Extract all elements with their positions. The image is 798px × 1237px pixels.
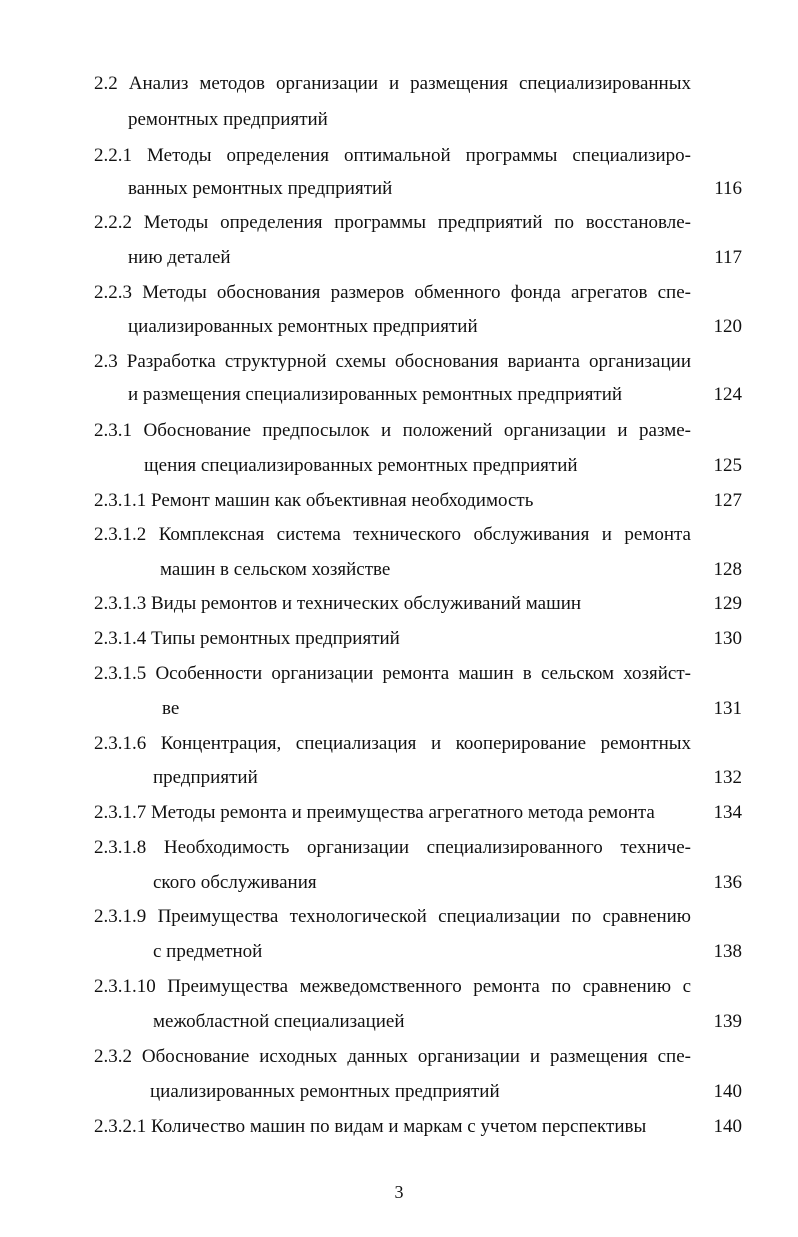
toc-entry-2-2-3-line2: циализированных ремонтных предприятий — [128, 316, 478, 337]
toc-entry-2-3-2-page: 140 — [713, 1081, 742, 1102]
toc-entry-2-3-1-3-line1: 2.3.1.3 Виды ремонтов и технических обслуживаний машин — [94, 593, 582, 614]
toc-entry-2-2-1-line2: ванных ремонтных предприятий — [128, 178, 393, 199]
toc-entry-2-2-line1: 2.2 Анализ методов организации и размещения специализированных — [94, 73, 691, 94]
toc-entry-2-2-2-line2: нию деталей — [128, 247, 231, 268]
toc-entry-2-3-1-page: 125 — [713, 455, 742, 476]
toc-entry-2-3-1-8-page: 136 — [713, 872, 742, 893]
toc-entry-2-3-1-5-line2: ве — [162, 698, 180, 719]
toc-entry-2-3-1-3-page: 129 — [713, 593, 742, 614]
toc-entry-2-2-2-line1: 2.2.2 Методы определения программы предприятий по восстановле- — [94, 212, 691, 233]
toc-entry-2-3-1-10-line1: 2.3.1.10 Преимущества межведомственного ремонта по сравнению с — [94, 976, 691, 997]
toc-entry-2-3-1-line2: щения специализированных ремонтных предприятий — [144, 455, 578, 476]
toc-entry-2-3-1-2-line1: 2.3.1.2 Комплексная система технического обслуживания и ремонта — [94, 524, 691, 545]
toc-entry-2-3-1-6-line1: 2.3.1.6 Концентрация, специализация и кооперирование ремонтных — [94, 733, 691, 754]
toc-entry-2-3-1-7-line1: 2.3.1.7 Методы ремонта и преимущества агрегатного метода ремонта — [94, 802, 655, 823]
toc-entry-2-2-1-line1: 2.2.1 Методы определения оптимальной программы специализиро- — [94, 145, 691, 166]
toc-entry-2-3-1-5-page: 131 — [713, 698, 742, 719]
toc-entry-2-3-2-line1: 2.3.2 Обоснование исходных данных организации и размещения спе- — [94, 1046, 691, 1067]
toc-entry-2-3-1-2-page: 128 — [713, 559, 742, 580]
toc-entry-2-3-2-1-line1: 2.3.2.1 Количество машин по видам и маркам с учетом перспективы — [94, 1116, 647, 1137]
toc-entry-2-3-1-6-page: 132 — [713, 767, 742, 788]
toc-entry-2-3-1-9-page: 138 — [713, 941, 742, 962]
toc-entry-2-3-1-6-line2: предприятий — [153, 767, 258, 788]
toc-entry-2-3-1-8-line1: 2.3.1.8 Необходимость организации специализированного техниче- — [94, 837, 691, 858]
toc-entry-2-3-1-10-line2: межобластной специализацией — [153, 1011, 405, 1032]
toc-entry-2-3-1-5-line1: 2.3.1.5 Особенности организации ремонта машин в сельском хозяйст- — [94, 663, 691, 684]
toc-entry-2-3-1-1-page: 127 — [713, 490, 742, 511]
toc-entry-2-2-2-page: 117 — [714, 247, 742, 268]
toc-entry-2-3-1-1-line1: 2.3.1.1 Ремонт машин как объективная необходимость — [94, 490, 534, 511]
toc-entry-2-3-1-9-line2: с предметной — [153, 941, 263, 962]
toc-entry-2-2-1-page: 116 — [714, 178, 742, 199]
toc-entry-2-3-1-4-line1: 2.3.1.4 Типы ремонтных предприятий — [94, 628, 400, 649]
toc-entry-2-2-3-line1: 2.2.3 Методы обоснования размеров обменного фонда агрегатов спе- — [94, 282, 691, 303]
toc-entry-2-3-1-2-line2: машин в сельском хозяйстве — [160, 559, 391, 580]
toc-entry-2-3-line2: и размещения специализированных ремонтных предприятий — [128, 384, 623, 405]
toc-entry-2-3-2-1-page: 140 — [713, 1116, 742, 1137]
page-number: 3 — [394, 1182, 404, 1202]
toc-entry-2-3-1-8-line2: ского обслуживания — [153, 872, 317, 893]
toc-entry-2-2-3-page: 120 — [713, 316, 742, 337]
toc-entry-2-3-1-9-line1: 2.3.1.9 Преимущества технологической специализации по сравнению — [94, 906, 691, 927]
toc-entry-2-3-1-line1: 2.3.1 Обоснование предпосылок и положений организации и разме- — [94, 420, 691, 441]
toc-entry-2-2-line2: ремонтных предприятий — [128, 109, 328, 130]
toc-entry-2-3-2-line2: циализированных ремонтных предприятий — [150, 1081, 500, 1102]
toc-entry-2-3-page: 124 — [713, 384, 742, 405]
toc-entry-2-3-1-4-page: 130 — [713, 628, 742, 649]
toc-entry-2-3-1-7-page: 134 — [713, 802, 742, 823]
toc-entry-2-3-line1: 2.3 Разработка структурной схемы обоснования варианта организации — [94, 351, 691, 372]
toc-entry-2-3-1-10-page: 139 — [713, 1011, 742, 1032]
